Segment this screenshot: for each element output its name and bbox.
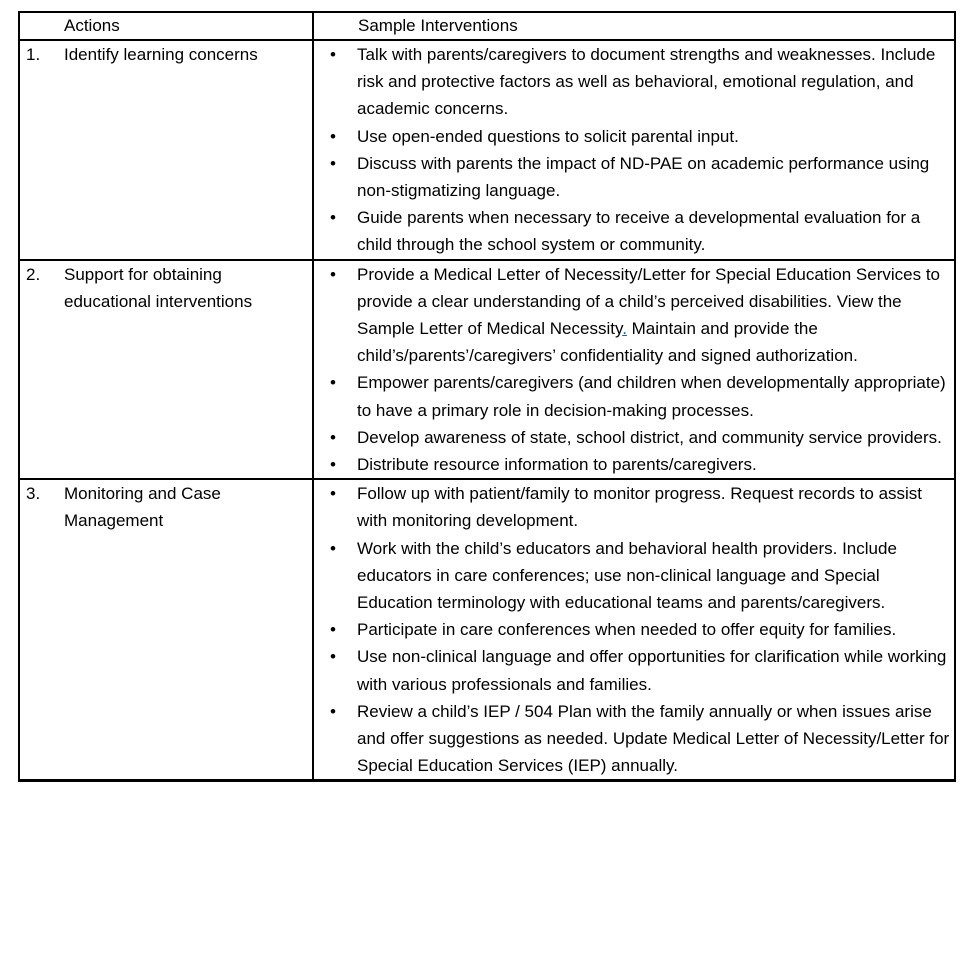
bullet-icon: • bbox=[330, 620, 336, 640]
interventions-list bbox=[314, 261, 954, 479]
intervention-item bbox=[314, 451, 954, 478]
header-actions: Actions bbox=[19, 12, 313, 40]
intervention-text: Develop awareness of state, school district, and community service providers. bbox=[357, 427, 942, 447]
intervention-item bbox=[314, 535, 954, 617]
intervention-text: Follow up with patient/family to monitor progress. Request records to assist with monitoring development. bbox=[357, 484, 923, 531]
action-number: 2. bbox=[26, 264, 41, 284]
sample-letter-of-medical-necessity-link[interactable]: . bbox=[622, 319, 627, 339]
intervention-text: Distribute resource information to parents/caregivers. bbox=[357, 455, 757, 475]
bullet-icon: • bbox=[330, 264, 336, 284]
intervention-text: Empower parents/caregivers (and children when developmentally appropriate) to have a primary role in decision-making processes. bbox=[357, 373, 946, 420]
action-item bbox=[20, 480, 312, 534]
bullet-icon: • bbox=[330, 455, 336, 475]
action-label: Monitoring and Case Management bbox=[64, 484, 221, 531]
bullet-icon: • bbox=[330, 153, 336, 173]
intervention-text: Use open-ended questions to solicit parental input. bbox=[357, 126, 739, 146]
bullet-icon: • bbox=[330, 45, 336, 64]
action-item bbox=[20, 41, 312, 68]
interventions-list bbox=[314, 480, 954, 779]
intervention-text: Participate in care conferences when needed to offer equity for families. bbox=[357, 620, 897, 640]
action-cell-1 bbox=[19, 40, 313, 260]
action-label: Support for obtaining educational interventions bbox=[64, 264, 253, 311]
interventions-cell-3 bbox=[313, 479, 955, 781]
action-cell-2 bbox=[19, 260, 313, 480]
bullet-icon: • bbox=[330, 208, 336, 228]
bullet-icon: • bbox=[330, 484, 336, 504]
intervention-item bbox=[314, 150, 954, 204]
action-number: 1. bbox=[26, 45, 41, 64]
intervention-text-segment: Provide a Medical Letter of Necessity/Letter for Special Education Services to provide a clear understanding of a child’s perceived disabilities. View the Sample Letter of Medical Necessity bbox=[357, 264, 941, 339]
intervention-text bbox=[357, 265, 940, 366]
bullet-icon: • bbox=[330, 126, 336, 146]
action-cell-3 bbox=[19, 479, 313, 781]
actions-interventions-table bbox=[18, 11, 956, 782]
interventions-list bbox=[314, 41, 954, 259]
table-row-monitoring-case-management bbox=[19, 479, 955, 781]
intervention-text: Review a child’s IEP / 504 Plan with the family annually or when issues arise and offer suggestions as needed. Update Medical Letter of Necessity/Letter for Special Education Services (IEP) annually. bbox=[357, 701, 950, 776]
table-row-support-educational-interventions bbox=[19, 260, 955, 480]
header-row bbox=[19, 12, 955, 40]
intervention-item bbox=[314, 204, 954, 258]
bullet-icon: • bbox=[330, 373, 336, 393]
intervention-item bbox=[314, 369, 954, 423]
intervention-item bbox=[314, 41, 954, 123]
intervention-text: Work with the child’s educators and behavioral health providers. Include educators in care conferences; use non-clinical language and Special Education terminology with educational teams and parents/caregivers. bbox=[357, 538, 897, 613]
intervention-text-segment: Maintain and provide the child’s/parents’/caregivers’ confidentiality and signed authorization. bbox=[357, 319, 858, 366]
intervention-text: Talk with parents/caregivers to document strengths and weaknesses. Include risk and protective factors as well as behavioral, emotional regulation, and academic concerns. bbox=[357, 45, 936, 119]
bullet-icon: • bbox=[330, 647, 336, 667]
action-number: 3. bbox=[26, 484, 41, 504]
bullet-icon: • bbox=[330, 701, 336, 721]
intervention-item bbox=[314, 698, 954, 780]
intervention-text: Guide parents when necessary to receive a developmental evaluation for a child through the school system or community. bbox=[357, 208, 921, 255]
bullet-icon: • bbox=[330, 538, 336, 558]
intervention-item bbox=[314, 424, 954, 451]
intervention-item bbox=[314, 480, 954, 534]
header-sample-interventions: Sample Interventions bbox=[313, 12, 955, 40]
intervention-item bbox=[314, 616, 954, 643]
intervention-text: Use non-clinical language and offer opportunities for clarification while working with various professionals and families. bbox=[357, 647, 947, 694]
action-label: Identify learning concerns bbox=[64, 45, 258, 64]
table-row-identify-learning-concerns bbox=[19, 40, 955, 260]
intervention-item bbox=[314, 643, 954, 697]
bullet-icon: • bbox=[330, 427, 336, 447]
intervention-text: Discuss with parents the impact of ND-PAE on academic performance using non-stigmatizing language. bbox=[357, 153, 930, 201]
action-item bbox=[20, 261, 312, 315]
intervention-item bbox=[314, 123, 954, 150]
interventions-cell-1 bbox=[313, 40, 955, 260]
intervention-item bbox=[314, 261, 954, 370]
interventions-cell-2 bbox=[313, 260, 955, 480]
